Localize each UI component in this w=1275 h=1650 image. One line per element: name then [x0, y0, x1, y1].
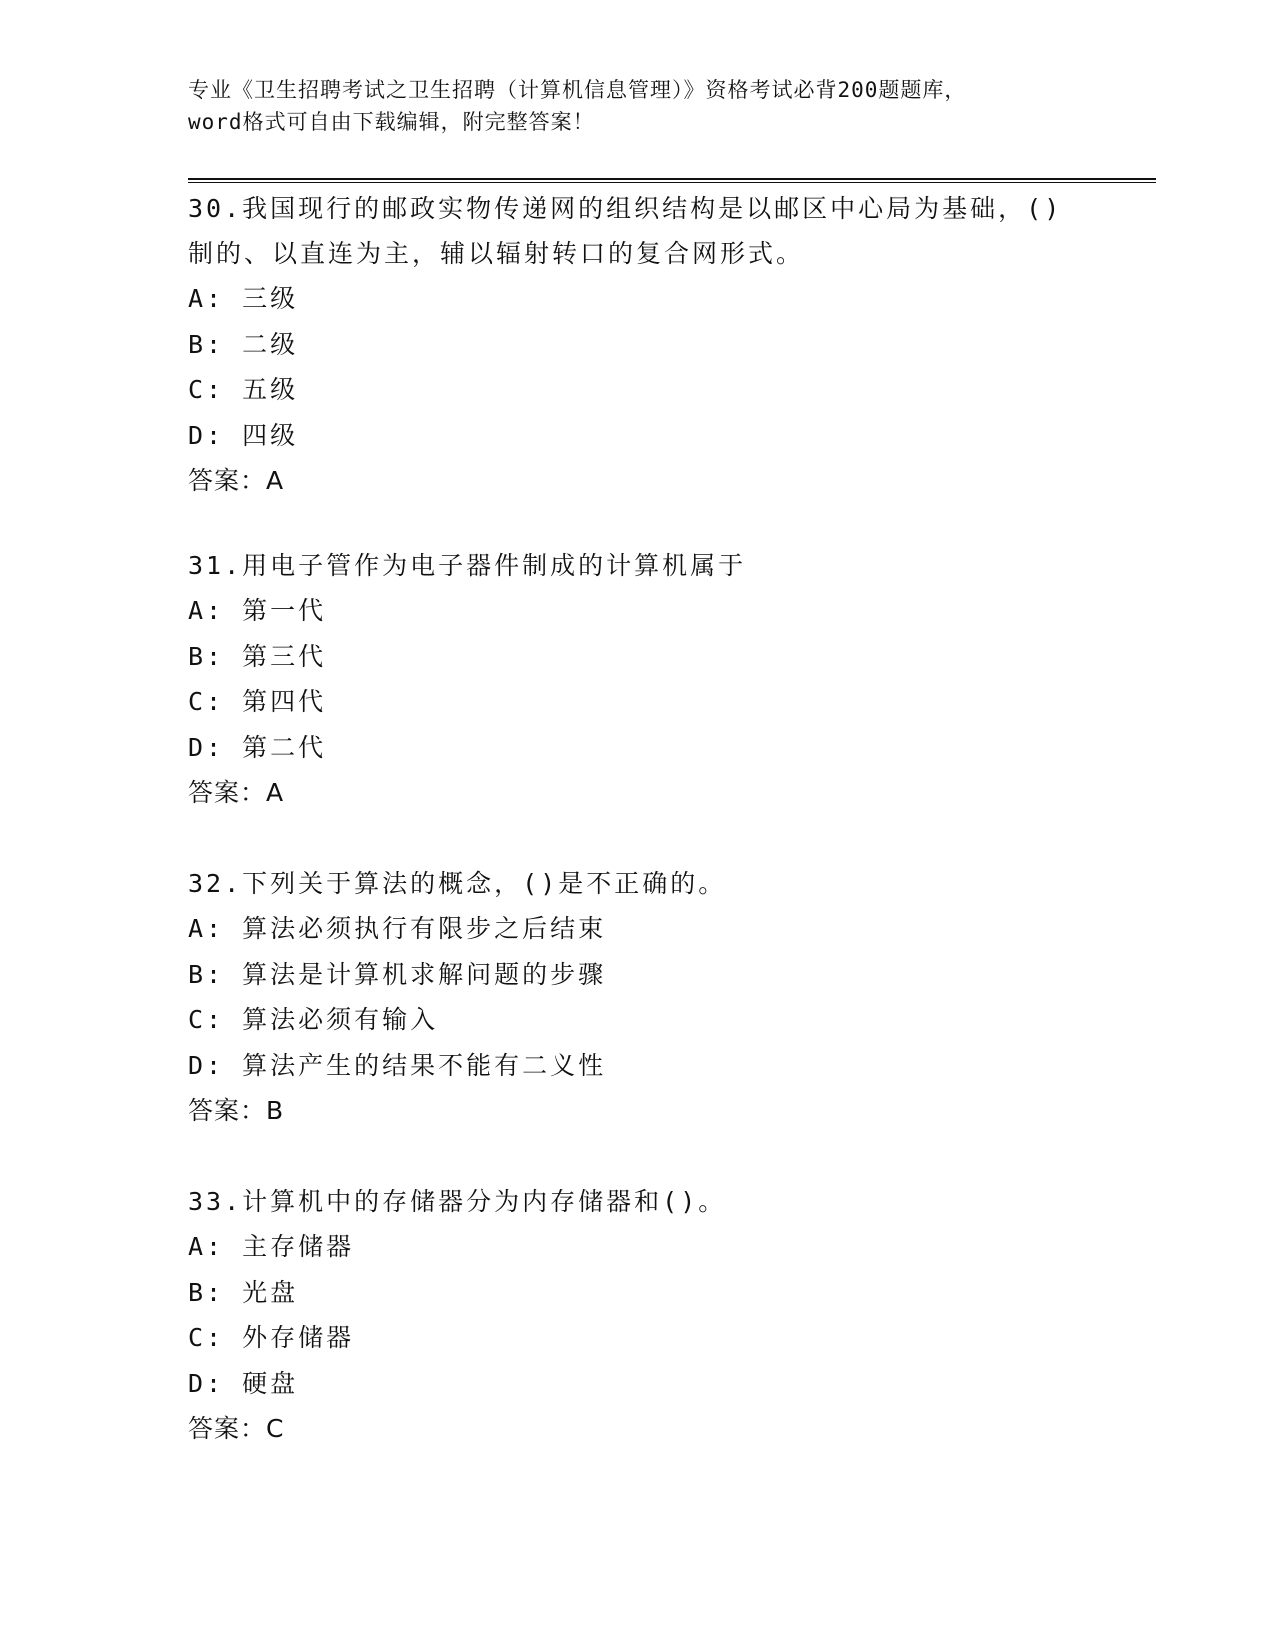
question-text: 32.下列关于算法的概念，()是不正确的。 — [188, 869, 727, 898]
option-a: A: 主存储器 — [188, 1232, 355, 1261]
option-d: D: 第二代 — [188, 732, 327, 762]
option-b: B: 光盘 — [188, 1277, 299, 1307]
option-a: A: 三级 — [188, 284, 299, 313]
question-text: 31.用电子管作为电子器件制成的计算机属于 — [188, 551, 747, 580]
question-text: 33.计算机中的存储器分为内存储器和()。 — [188, 1187, 727, 1216]
answer: 答案：C — [188, 1414, 285, 1443]
question-text: 30.我国现行的邮政实物传递网的组织结构是以邮区中心局为基础，() — [188, 194, 1063, 223]
option-c: C: 外存储器 — [188, 1323, 355, 1352]
option-c: C: 算法必须有输入 — [188, 1005, 439, 1034]
option-a: A: 算法必须执行有限步之后结束 — [188, 914, 607, 943]
option-b: B: 二级 — [188, 329, 299, 359]
option-c: C: 第四代 — [188, 687, 327, 716]
question-31 — [188, 543, 1088, 816]
answer: 答案：A — [188, 778, 285, 807]
option-d: D: 算法产生的结果不能有二义性 — [188, 1050, 607, 1080]
option-a: A: 第一代 — [188, 596, 327, 625]
question-30 — [188, 186, 1088, 504]
question-33 — [188, 1179, 1088, 1452]
header-line-1: 专业《卫生招聘考试之卫生招聘（计算机信息管理）》资格考试必背200题题库， — [188, 78, 967, 102]
question-32 — [188, 861, 1088, 1134]
option-b: B: 算法是计算机求解问题的步骤 — [188, 959, 607, 989]
answer: 答案：A — [188, 466, 285, 495]
question-text-continued: 制的、以直连为主，辅以辐射转口的复合网形式。 — [188, 239, 805, 268]
document-header — [188, 74, 1088, 138]
option-b: B: 第三代 — [188, 641, 327, 671]
option-c: C: 五级 — [188, 375, 299, 404]
option-d: D: 四级 — [188, 420, 299, 450]
answer: 答案：B — [188, 1096, 285, 1125]
header-divider — [188, 178, 1156, 183]
option-d: D: 硬盘 — [188, 1368, 299, 1398]
header-line-2: word格式可自由下载编辑，附完整答案！ — [188, 110, 595, 134]
